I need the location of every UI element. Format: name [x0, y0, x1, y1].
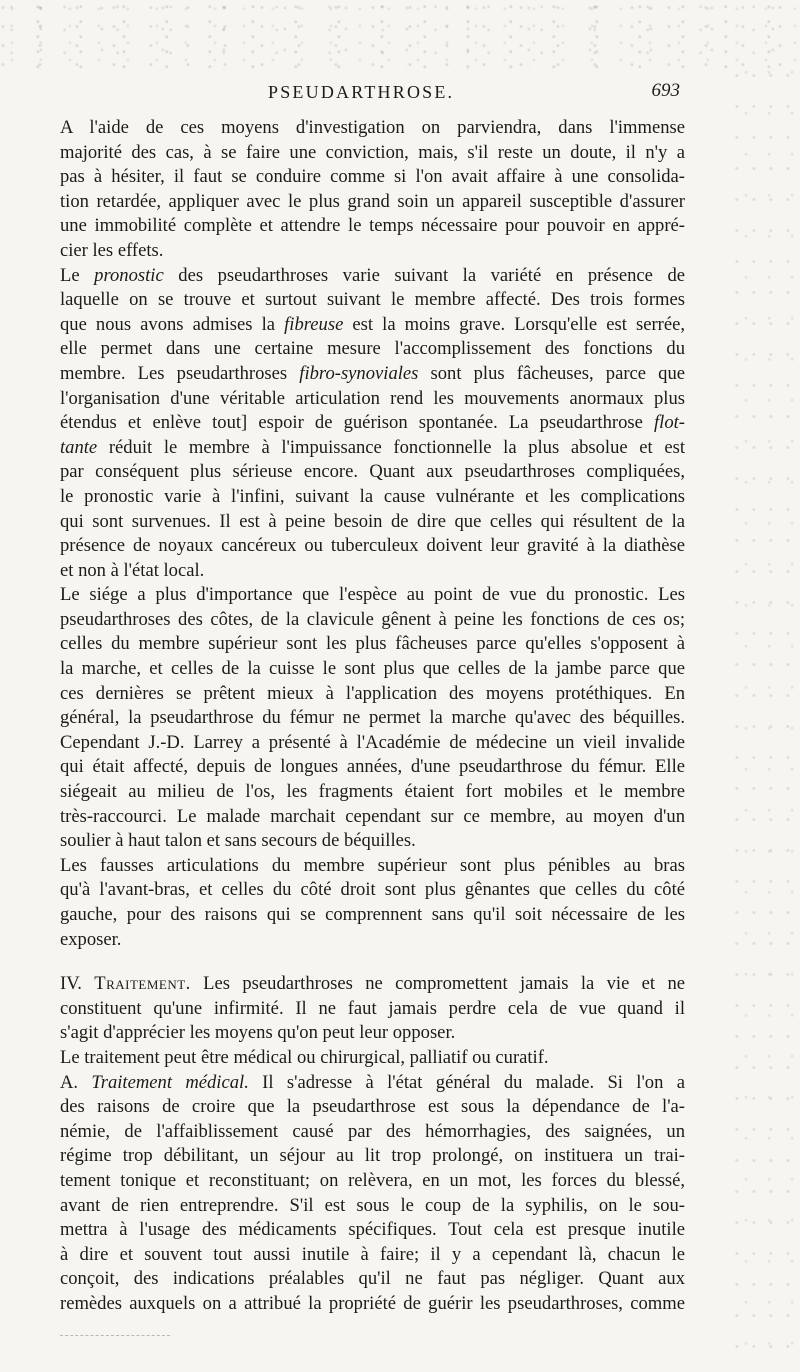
text-line [60, 313, 685, 338]
text-line: le pronostic varie à l'infini, suivant la cause vulnérante et les complications [60, 485, 685, 507]
text-line: s'agit d'apprécier les moyens qu'on peut leur opposer. [60, 1022, 456, 1044]
text-line: exposer. [60, 928, 122, 950]
paragraph-pronostic [60, 264, 685, 584]
text-line: tement tonique et reconstituant; on relèvera, en un mot, les forces du blessé, [60, 1169, 685, 1191]
text-line [60, 362, 685, 387]
text-line: très-raccourci. Le malade marchait cependant sur ce membre, au moyen d'un [60, 805, 685, 827]
text-line: cier les effets. [60, 239, 164, 261]
text-line: une immobilité complète et attendre le temps nécessaire pour pouvoir en appré- [60, 215, 685, 237]
text-line: présence de noyaux cancéreux ou tuberculeux doivent leur gravité à la diathèse [60, 535, 685, 557]
section-heading-line [60, 972, 685, 997]
text-line: celles du membre supérieur sont les plus fâcheuses parce qu'elles s'opposent à [60, 633, 685, 655]
page-number: 693 [651, 80, 680, 101]
section-number: IV. [60, 973, 95, 995]
text-line [60, 436, 685, 461]
italic-term: pronostic [94, 264, 164, 286]
text-line: ces dernières se prêtent mieux à l'application des moyens protéthiques. En [60, 682, 685, 704]
scan-noise-top [0, 0, 800, 70]
running-title: PSEUDARTHROSE. [268, 82, 455, 102]
text-line: laquelle on se trouve et surtout suivant le membre affecté. Des trois formes [60, 289, 685, 311]
text-line: la marche, et celles de la cuisse le sont plus que celles de la jambe parce que [60, 658, 685, 680]
italic-term: tante [60, 436, 98, 458]
text-line: Cependant J.-D. Larrey a présenté à l'Académie de médecine un vieil invalide [60, 731, 685, 753]
text-line: soulier à haut talon et sans secours de béquilles. [60, 830, 416, 852]
text-line: majorité des cas, à se faire une conviction, mais, s'il reste un doute, il n'y a [60, 141, 685, 163]
text-line: Les fausses articulations du membre supérieur sont plus pénibles au bras [60, 854, 685, 876]
text-line: qu'à l'avant-bras, et celles du côté droit sont plus gênantes que celles du côté [60, 879, 685, 901]
text-run: Il s'adresse à l'état général du malade. Si l'on a [248, 1071, 685, 1093]
text-run: sont plus fâcheuses, parce que [418, 362, 685, 384]
text-line: et non à l'état local. [60, 559, 205, 581]
running-header [60, 82, 680, 112]
text-run: que nous avons admises la [60, 313, 285, 335]
text-line: qui sont survenues. Il est à peine besoin de dire que celles qui résultent de la [60, 510, 685, 532]
text-line: remèdes auxquels on a attribué la propriété de guérir les pseudarthroses, comme [60, 1292, 685, 1314]
text-line: siégeait au milieu de l'os, les fragments étaient fort mobiles et le membre [60, 781, 685, 803]
italic-term: flot- [654, 412, 685, 434]
text-line [60, 411, 685, 436]
text-line: Le siége a plus d'importance que l'espèce au point de vue du pronostic. Les [60, 584, 685, 606]
text-line: elle permet dans une certaine mesure l'accomplissement des fonctions du [60, 338, 685, 360]
text-line: avant de rien entreprendre. S'il est sous le coup de la syphilis, on le sou- [60, 1194, 685, 1216]
text-run: étendus et enlève tout] espoir de guérison spontanée. La pseudarthrose [60, 412, 654, 434]
text-line [60, 264, 685, 289]
text-line: gauche, pour des raisons qui se comprennent sans qu'il soit nécessaire de les [60, 904, 685, 925]
text-line: pseudarthroses des côtes, de la clavicule gênent à peine les fonctions de ces os; [60, 608, 685, 630]
text-line: pas à hésiter, il faut se conduire comme si l'on avait affaire à une consolida- [60, 166, 685, 188]
paragraph-fausses-articulations [60, 854, 685, 952]
text-line: némie, de l'affaiblissement causé par des hémorrhagies, des saignées, un [60, 1120, 685, 1142]
text-line: Le traitement peut être médical ou chirurgical, palliatif ou curatif. [60, 1046, 549, 1068]
text-line: constituent qu'une infirmité. Il ne faut jamais perdre cela de vue quand il [60, 997, 685, 1019]
text-run: est la moins grave. Lorsqu'elle est serrée, [343, 313, 685, 335]
paragraph-investigation [60, 116, 685, 264]
section-heading: Traitement. [94, 973, 191, 995]
scan-noise-right-edge [730, 60, 800, 1360]
body-text [60, 116, 685, 1317]
text-run: A. [60, 1071, 92, 1093]
text-run: des pseudarthroses varie suivant la variété en présence de [163, 264, 685, 286]
scan-smudge-footer [60, 1335, 170, 1339]
text-run: Le [60, 264, 95, 286]
text-line: à dire et souvent tout aussi inutile à faire; il y a cependant là, chacun le [60, 1243, 685, 1265]
text-line: A l'aide de ces moyens d'investigation on parviendra, dans l'immense [60, 117, 685, 138]
text-line: par conséquent plus sérieuse encore. Quant aux pseudarthroses compliquées, [60, 461, 685, 483]
text-line: l'organisation d'une véritable articulation rend les mouvements anormaux plus [60, 387, 685, 409]
italic-term: fibreuse [284, 313, 344, 335]
paragraph-siege [60, 583, 685, 854]
text-run: membre. Les pseudarthroses [60, 362, 300, 384]
text-line: des raisons de croire que la pseudarthrose est sous la dépendance de l'a- [60, 1096, 685, 1118]
text-line: mettra à l'usage des médicaments spécifiques. Tout cela est presque inutile [60, 1219, 685, 1241]
text-line: conçoit, des indications préalables qu'il ne faut pas négliger. Quant aux [60, 1268, 685, 1290]
text-line [60, 1071, 685, 1096]
italic-subheading: Traitement médical. [91, 1071, 249, 1093]
italic-term: fibro-synoviales [299, 362, 419, 384]
text-line: général, la pseudarthrose du fémur ne permet la marche qu'avec des béquilles. [60, 707, 685, 729]
section-traitement [60, 972, 685, 1046]
text-line: qui était affecté, depuis de longues années, d'une pseudarthrose du fémur. Elle [60, 756, 685, 778]
text-line: régime trop débilitant, un séjour au lit trop prolongé, on instituera un trai- [60, 1145, 685, 1167]
paragraph-traitement-types [60, 1046, 685, 1071]
text-line: tion retardée, appliquer avec le plus grand soin un appareil susceptible d'assurer [60, 190, 685, 212]
text-run: Les pseudarthroses ne compromettent jamais la vie et ne [190, 973, 685, 995]
text-run: réduit le membre à l'impuissance fonctionnelle la plus absolue et est [97, 436, 685, 458]
paragraph-traitement-medical [60, 1071, 685, 1317]
